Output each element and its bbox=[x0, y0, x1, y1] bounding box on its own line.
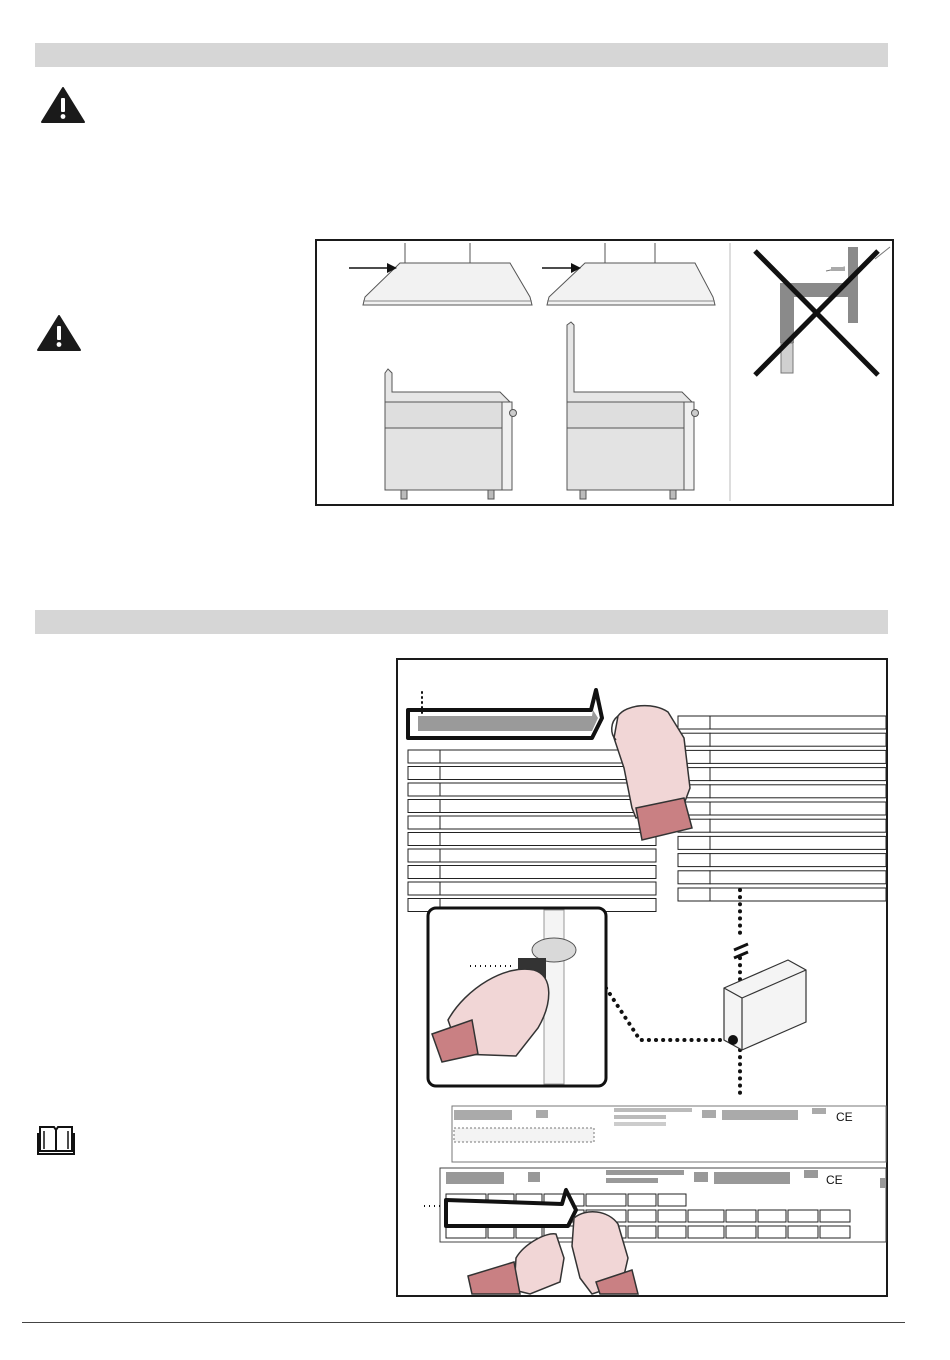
plate-cell bbox=[586, 1194, 626, 1206]
rating-plate-back bbox=[452, 1106, 886, 1162]
table-cell bbox=[678, 871, 710, 884]
table-cell bbox=[440, 800, 656, 813]
section-header-bar-2 bbox=[35, 610, 888, 634]
plate-cell bbox=[788, 1210, 818, 1222]
table-cell bbox=[440, 833, 656, 846]
plate-cell bbox=[628, 1226, 656, 1238]
table-cell bbox=[710, 888, 886, 901]
table-cell bbox=[408, 767, 440, 780]
table-cell bbox=[408, 783, 440, 796]
table-cell bbox=[440, 783, 656, 796]
plate-cell bbox=[688, 1210, 724, 1222]
table-cell bbox=[710, 836, 886, 849]
table-cell bbox=[408, 866, 440, 879]
ce-mark: CE bbox=[836, 1110, 853, 1124]
plate-cell bbox=[726, 1210, 756, 1222]
footer-rule bbox=[22, 1322, 905, 1323]
rating-plate-figure bbox=[396, 658, 888, 1298]
plate-cell bbox=[628, 1194, 656, 1206]
table-cell bbox=[440, 816, 656, 829]
section-header-bar-1 bbox=[35, 43, 888, 67]
table-cell bbox=[710, 854, 886, 867]
open-book-icon bbox=[36, 1123, 76, 1156]
plate-cell bbox=[688, 1226, 724, 1238]
table-cell bbox=[408, 882, 440, 895]
plate-cell bbox=[820, 1226, 850, 1238]
valve-inset bbox=[428, 908, 606, 1086]
table-cell bbox=[408, 833, 440, 846]
table-cell bbox=[710, 750, 886, 763]
table-cell bbox=[408, 750, 440, 763]
table-cell bbox=[440, 849, 656, 862]
table-cell bbox=[408, 816, 440, 829]
ce-mark: CE bbox=[826, 1173, 843, 1187]
plate-cell bbox=[758, 1226, 786, 1238]
plate-cell bbox=[758, 1210, 786, 1222]
table-cell bbox=[710, 768, 886, 781]
plate-cell bbox=[788, 1226, 818, 1238]
table-cell bbox=[710, 733, 886, 746]
table-cell bbox=[678, 854, 710, 867]
table-cell bbox=[710, 785, 886, 798]
table-cell bbox=[710, 802, 886, 815]
table-cell bbox=[440, 882, 656, 895]
table-cell bbox=[710, 819, 886, 832]
hood-installation-figure bbox=[315, 239, 894, 506]
table-cell bbox=[408, 849, 440, 862]
gas-table-right bbox=[678, 716, 886, 901]
table-cell bbox=[408, 800, 440, 813]
warning-icon bbox=[36, 314, 82, 352]
table-cell bbox=[710, 871, 886, 884]
table-cell bbox=[678, 888, 710, 901]
plate-cell bbox=[658, 1194, 686, 1206]
table-cell bbox=[710, 716, 886, 729]
plate-cell bbox=[820, 1210, 850, 1222]
plate-cell bbox=[658, 1210, 686, 1222]
plate-cell bbox=[628, 1210, 656, 1222]
table-cell bbox=[440, 866, 656, 879]
plate-cell bbox=[658, 1226, 686, 1238]
plate-cell bbox=[726, 1226, 756, 1238]
warning-icon bbox=[40, 86, 86, 124]
table-cell bbox=[678, 716, 710, 729]
table-cell bbox=[678, 836, 710, 849]
